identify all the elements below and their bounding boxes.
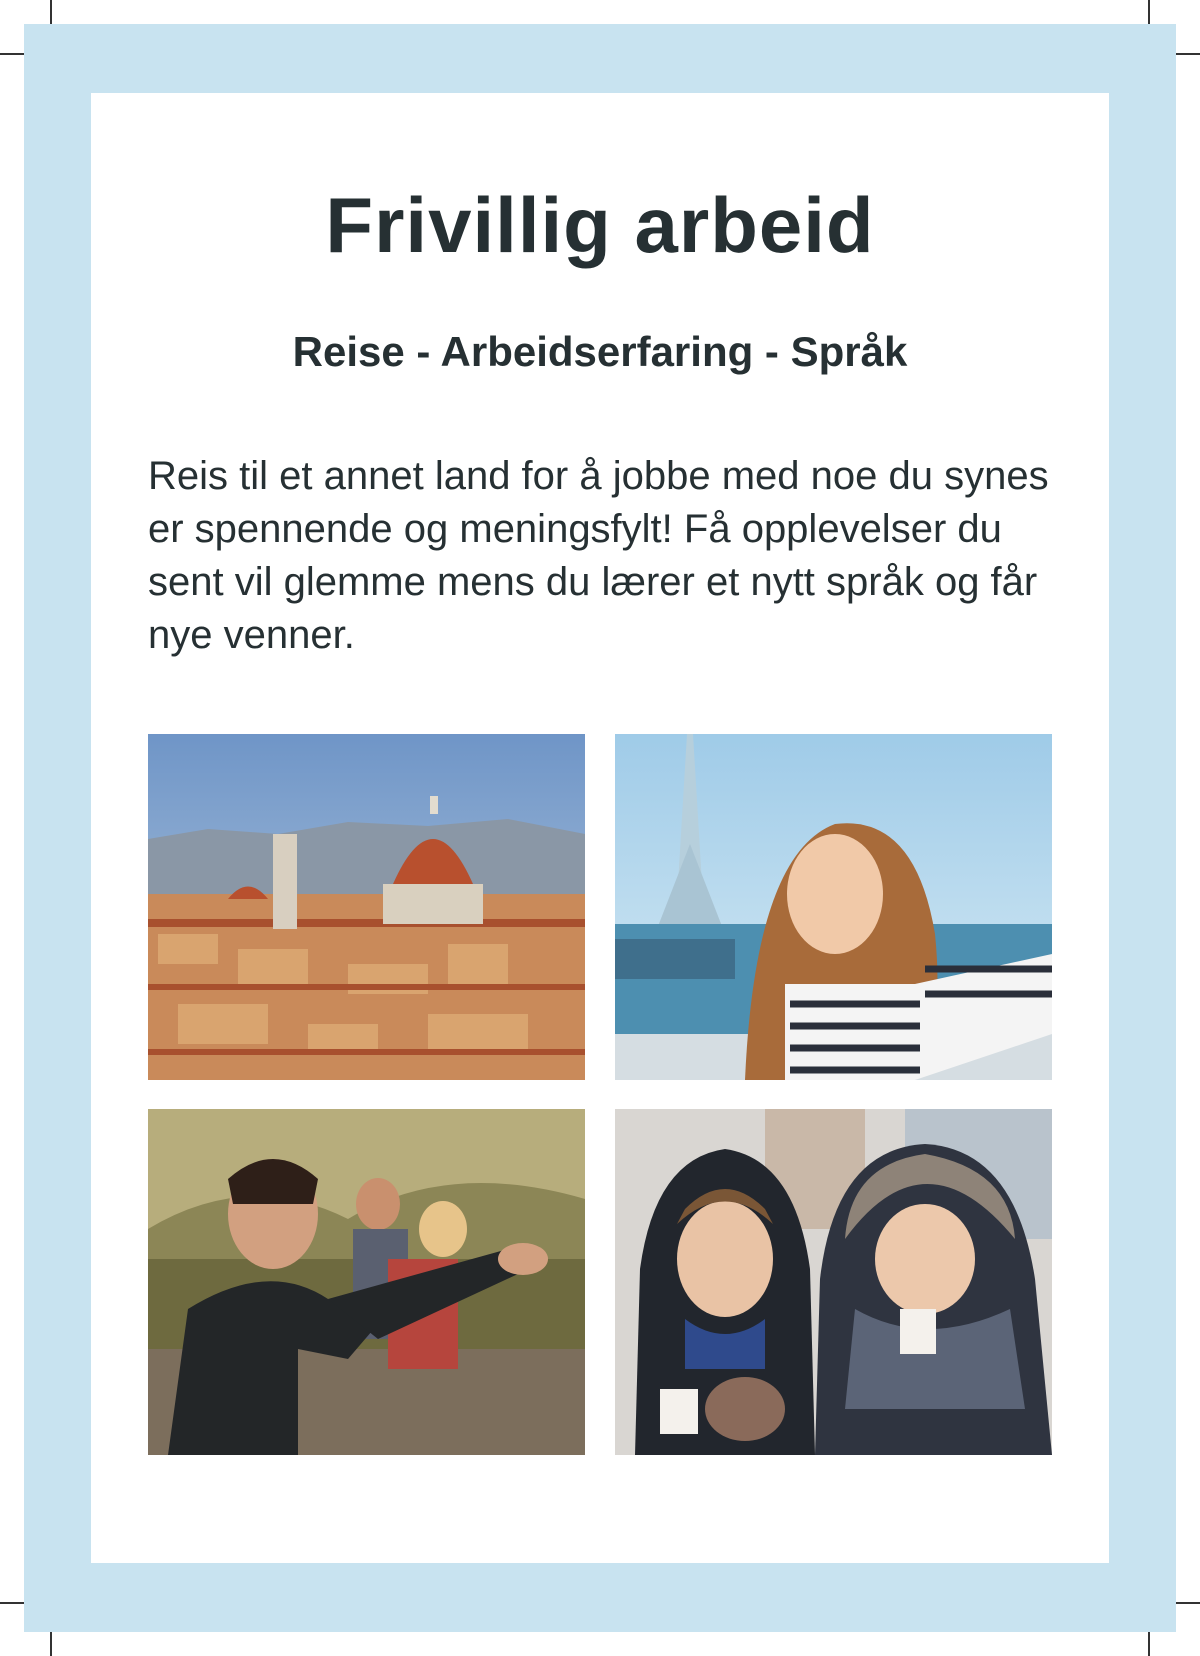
city-cathedral-photo [148, 734, 585, 1080]
winter-friends-photo [615, 1109, 1052, 1455]
intro-paragraph: Reis til et annet land for å jobbe med noe du synes er spennende og meningsfylt! Få opplevelser du sent vil glemme mens du lærer et nytt språk og får nye venner. [148, 454, 1049, 657]
hiking-group-photo [148, 1109, 585, 1455]
page-subtitle: Reise - Arbeidserfaring - Språk [292, 328, 908, 375]
eiffel-tower-selfie-photo [615, 734, 1052, 1080]
page-title: Frivillig arbeid [325, 181, 875, 269]
